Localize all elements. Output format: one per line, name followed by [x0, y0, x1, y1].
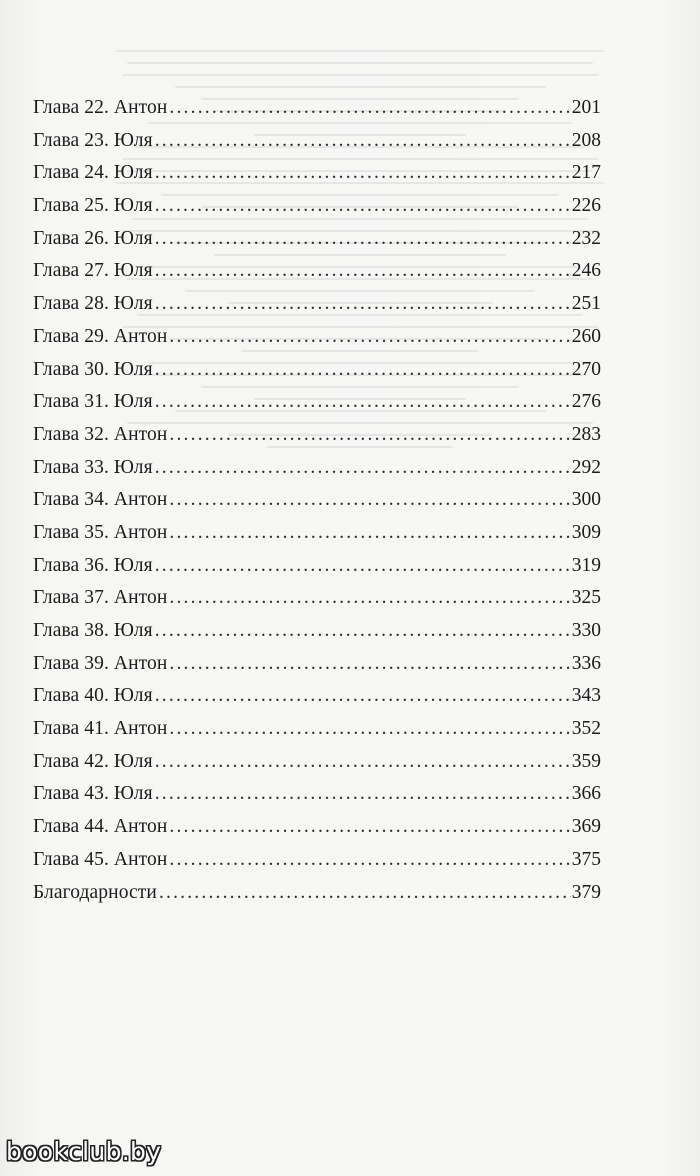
toc-entry [33, 582, 601, 615]
toc-entry-page: 369 [571, 816, 601, 838]
toc-entry-page: 283 [571, 423, 601, 445]
toc-entry-page: 251 [571, 293, 601, 315]
toc-entry [33, 288, 601, 321]
toc-entry [33, 386, 601, 419]
toc-entry-page: 201 [571, 97, 601, 118]
toc-entry [33, 321, 601, 354]
toc-entry-page: 226 [571, 195, 601, 217]
toc-leader-dots [155, 125, 571, 158]
toc-entry [33, 844, 601, 877]
toc-leader-dots [155, 354, 571, 387]
toc-leader-dots [155, 190, 571, 223]
toc-leader-dots [155, 452, 571, 485]
toc-leader-dots [169, 582, 570, 615]
toc-entry [33, 354, 601, 387]
toc-leader-dots [169, 517, 570, 550]
toc-entry [33, 648, 601, 681]
toc-leader-dots [155, 288, 571, 321]
toc-entry [33, 255, 601, 288]
toc-entry-page: 359 [571, 750, 601, 772]
toc-entry-page: 375 [571, 848, 601, 870]
toc-entry [33, 615, 601, 648]
toc-leader-dots [155, 386, 571, 419]
toc-entry [33, 680, 601, 713]
toc-entry-page: 330 [571, 620, 601, 641]
toc-entry-title: Глава 39. Антон [33, 652, 168, 674]
toc-leader-dots [169, 811, 570, 844]
toc-entry-page: 232 [571, 227, 601, 249]
toc-entry-title: Глава 43. Юля [33, 783, 153, 805]
toc-entry [33, 190, 601, 223]
toc-entry-title: Глава 30. Юля [33, 358, 153, 380]
toc-entry-title: Глава 38. Юля [33, 620, 153, 641]
toc-entry-title: Глава 45. Антон [33, 848, 168, 870]
toc-entry [33, 419, 601, 452]
toc-leader-dots [169, 419, 570, 452]
toc-entry [33, 484, 601, 517]
show-through-line [175, 86, 546, 88]
toc-entry-title: Глава 23. Юля [33, 129, 153, 151]
toc-entry-page: 260 [571, 325, 601, 347]
toc-entry [33, 452, 601, 485]
toc-leader-dots [155, 223, 571, 256]
toc-entry-title: Глава 25. Юля [33, 195, 153, 217]
show-through-line [116, 50, 604, 52]
toc-entry-page: 276 [571, 391, 601, 413]
toc-entry-page: 292 [571, 456, 601, 478]
toc-entry-title: Глава 24. Юля [33, 162, 153, 184]
watermark: bookclub.by [6, 1137, 162, 1166]
toc-leader-dots [155, 680, 571, 713]
toc-entry-title: Глава 41. Антон [33, 718, 168, 740]
toc-leader-dots [159, 877, 571, 910]
toc-entry-page: 343 [571, 685, 601, 707]
toc-entry-page: 246 [571, 260, 601, 282]
toc-leader-dots [169, 648, 570, 681]
toc-entry-page: 309 [571, 521, 601, 543]
toc-entry-page: 319 [571, 554, 601, 576]
toc-entry-title: Глава 26. Юля [33, 227, 153, 249]
toc-entry [33, 157, 601, 190]
toc-entry-title: Глава 34. Антон [33, 489, 168, 511]
toc-entry-page: 300 [571, 489, 601, 511]
toc-entry-title: Глава 28. Юля [33, 293, 153, 315]
toc-entry [33, 223, 601, 256]
toc-entry [33, 550, 601, 583]
toc-leader-dots [169, 484, 570, 517]
toc-entry-title: Глава 35. Антон [33, 521, 168, 543]
toc-entry-title: Глава 42. Юля [33, 750, 153, 772]
toc-entry-page: 366 [571, 783, 601, 805]
toc-entry [33, 778, 601, 811]
toc-entry-title: Глава 27. Юля [33, 260, 153, 282]
toc-entry [33, 877, 601, 910]
toc-leader-dots [169, 321, 570, 354]
toc-entry-title: Глава 31. Юля [33, 391, 153, 413]
toc-entry-title: Глава 32. Антон [33, 423, 168, 445]
toc-entry-title: Благодарности [33, 881, 157, 903]
table-of-contents [33, 92, 601, 909]
toc-leader-dots [155, 778, 571, 811]
toc-leader-dots [155, 746, 571, 779]
toc-leader-dots [169, 92, 570, 125]
toc-leader-dots [155, 157, 571, 190]
toc-entry [33, 125, 601, 158]
toc-entry-page: 217 [571, 162, 601, 184]
show-through-line [127, 62, 593, 64]
toc-entry-page: 352 [571, 718, 601, 740]
toc-entry-title: Глава 22. Антон [33, 97, 168, 118]
toc-entry-page: 270 [571, 358, 601, 380]
toc-entry-title: Глава 36. Юля [33, 554, 153, 576]
toc-entry [33, 92, 601, 125]
toc-leader-dots [155, 255, 571, 288]
toc-leader-dots [155, 615, 571, 648]
toc-entry [33, 811, 601, 844]
toc-entry [33, 517, 601, 550]
toc-entry-page: 325 [571, 587, 601, 609]
toc-entry-page: 336 [571, 652, 601, 674]
toc-entry-title: Глава 44. Антон [33, 816, 168, 838]
toc-entry [33, 713, 601, 746]
toc-leader-dots [169, 713, 570, 746]
toc-entry [33, 746, 601, 779]
show-through-line [122, 74, 599, 76]
toc-entry-title: Глава 29. Антон [33, 325, 168, 347]
toc-leader-dots [155, 550, 571, 583]
toc-entry-page: 379 [571, 881, 601, 903]
toc-entry-title: Глава 40. Юля [33, 685, 153, 707]
toc-entry-title: Глава 37. Антон [33, 587, 168, 609]
toc-leader-dots [169, 844, 570, 877]
toc-entry-title: Глава 33. Юля [33, 456, 153, 478]
toc-entry-page: 208 [571, 129, 601, 151]
